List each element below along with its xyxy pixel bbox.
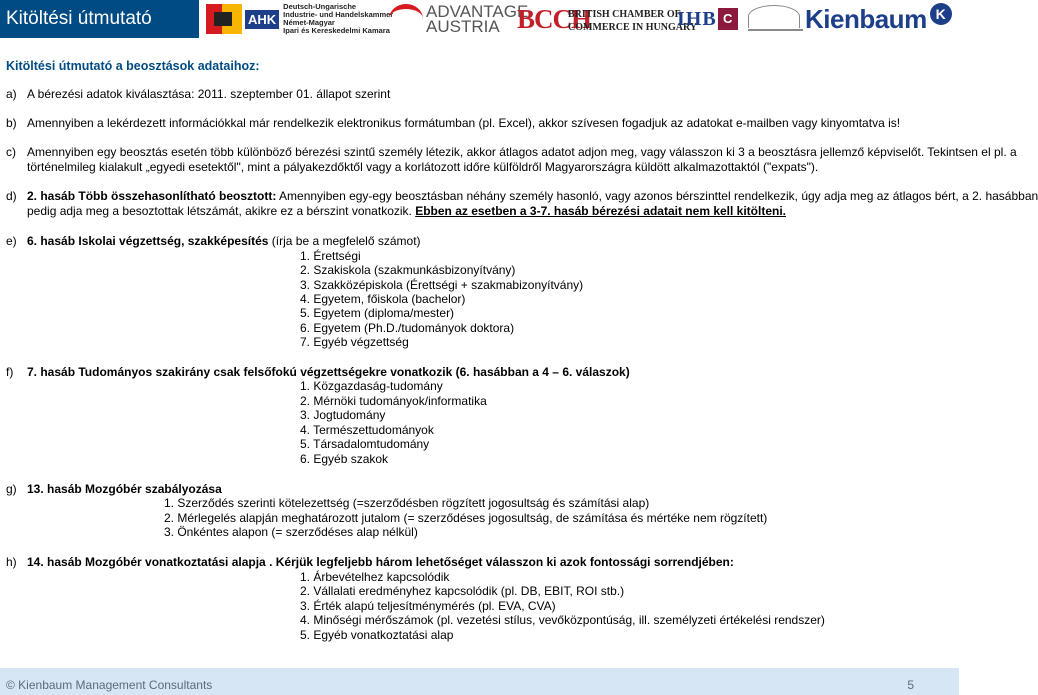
- ahk-logo: [206, 3, 393, 35]
- advantage-swoosh-icon: [389, 4, 423, 34]
- page-header: [0, 0, 959, 38]
- list-item: 2. Vállalati eredményhez kapcsolódik (pl. DB, EBIT, ROI stb.): [300, 584, 625, 598]
- item-c-line1: Amennyiben egy beosztás esetén több különböző bérezési szintű személy létezik, akkor átlagos adatot adjon meg, vagy válasszon ki 3 a beosztásra jellemző képviselőt. Tekintsen el pl. a: [27, 145, 1017, 159]
- page-footer: [0, 668, 959, 695]
- page-number: 5: [907, 678, 914, 692]
- list-item: 2. Szakiskola (szakmunkásbizonyítvány): [300, 263, 516, 277]
- british-chamber-logo: BRITISH CHAMBER OF COMMERCE IN HUNGARY: [568, 9, 698, 33]
- list-item: 5. Egyéb vonatkoztatási alap: [300, 628, 454, 642]
- list-item: 6. Egyetem (Ph.D./tudományok doktora): [300, 321, 515, 335]
- footer-copyright: © Kienbaum Management Consultants: [6, 678, 213, 692]
- item-label-h: h): [6, 555, 17, 569]
- item-label-c: c): [6, 145, 16, 159]
- bcch-logo: BCCH: [517, 3, 592, 34]
- item-label-b: b): [6, 116, 17, 130]
- list-item: 5. Egyetem (diploma/mester): [300, 306, 455, 320]
- kienbaum-k-icon: K: [930, 3, 952, 25]
- list-item: 5. Társadalomtudomány: [300, 437, 430, 451]
- ihbc-logo: IHB C: [677, 3, 738, 35]
- header-title: Kitöltési útmutató: [0, 0, 199, 38]
- document-title: Kitöltési útmutató a beosztások adataihoz:: [6, 59, 260, 73]
- list-item: 1. Árbevételhez kapcsolódik: [300, 570, 450, 584]
- item-d-line1: 2. hasáb Több összehasonlítható beosztott: Amennyiben egy-egy beosztásban néhány személy hasonló, vagy azonos bérszinttel rendelkezik, úgy adja meg az átlagos bért, a 2. hasábban: [27, 189, 1038, 203]
- list-item: 4. Természettudományok: [300, 423, 434, 437]
- list-item: 6. Egyéb szakok: [300, 452, 389, 466]
- item-label-e: e): [6, 234, 17, 248]
- ahk-mark-icon: [206, 4, 242, 34]
- item-f-heading: 7. hasáb Tudományos szakirány csak felsőfokú végzettségekre vonatkozik (6. hasábban a 4 – 6. válaszok): [27, 365, 630, 379]
- item-h-heading: 14. hasáb Mozgóbér vonatkoztatási alapja . Kérjük legfeljebb három lehetőséget válasszon ki azok fontossági sorrendjében:: [27, 555, 734, 569]
- list-item: 7. Egyéb végzettség: [300, 335, 409, 349]
- list-item: 2. Mérnöki tudományok/informatika: [300, 394, 487, 408]
- item-d-line2: pedig adja meg a besoztottak létszámát, akikre ez a bérszint vonatkozik. Ebben az esetben a 3-7. hasáb bérezési adatait nem kell kitölteni.: [27, 204, 787, 218]
- item-label-d: d): [6, 189, 17, 203]
- item-label-g: g): [6, 482, 17, 496]
- item-b-text: Amennyiben a lekérdezett információkkal már rendelkezik elektronikus formátumban (pl. Excel), akkor szívesen fogadjuk az adatokat e-mailben vagy kinyomtatva is!: [27, 116, 901, 130]
- list-item: 1. Érettségi: [300, 249, 361, 263]
- list-item: 3. Jogtudomány: [300, 408, 386, 422]
- bridge-icon: [748, 3, 803, 31]
- list-item: 4. Egyetem, főiskola (bachelor): [300, 292, 466, 306]
- list-item: 2. Mérlegelés alapján meghatározott jutalom (= szerződéses jogosultság, de számítása és mértéke nem rögzített): [164, 511, 768, 525]
- item-c-line2: történelmileg kialakult „egyedi esetektől", mint a pályakezdőktől vagy a korlátozott időre külföldről Magyarországra küldött alkalmazottaktól ("expats").: [27, 160, 819, 174]
- list-item: 1. Szerződés szerinti kötelezettség (=szerződésben rögzített jogosultság és számítási alap): [164, 496, 650, 510]
- list-item: 3. Érték alapú teljesítménymérés (pl. EVA, CVA): [300, 599, 556, 613]
- ahk-logo-lines: Deutsch-Ungarische Industrie- und Handelskammer Német-Magyar Ipari és Kereskedelmi Kamara: [283, 2, 394, 35]
- ahk-logo-text: AHK: [245, 10, 279, 29]
- item-e-heading: 6. hasáb Iskolai végzettség, szakképesítés (írja be a megfelelő számot): [27, 234, 421, 248]
- item-label-f: f): [6, 365, 14, 379]
- list-item: 1. Közgazdaság-tudomány: [300, 379, 443, 393]
- item-label-a: a): [6, 87, 17, 101]
- kienbaum-logo: Kienbaum K: [805, 3, 952, 35]
- item-g-heading: 13. hasáb Mozgóbér szabályozása: [27, 482, 222, 496]
- list-item: 4. Minőségi mérőszámok (pl. vezetési stílus, vevőközpontúság, ill. személyzeti értékelési rendszer): [300, 613, 825, 627]
- item-a-text: A bérezési adatok kiválasztása: 2011. szeptember 01. állapot szerint: [27, 87, 391, 101]
- list-item: 3. Szakközépiskola (Érettségi + szakmabizonyítvány): [300, 278, 584, 292]
- list-item: 3. Önkéntes alapon (= szerződéses alap nélkül): [164, 525, 418, 539]
- advantage-austria-logo: ADVANTAGE AUSTRIA: [389, 3, 528, 35]
